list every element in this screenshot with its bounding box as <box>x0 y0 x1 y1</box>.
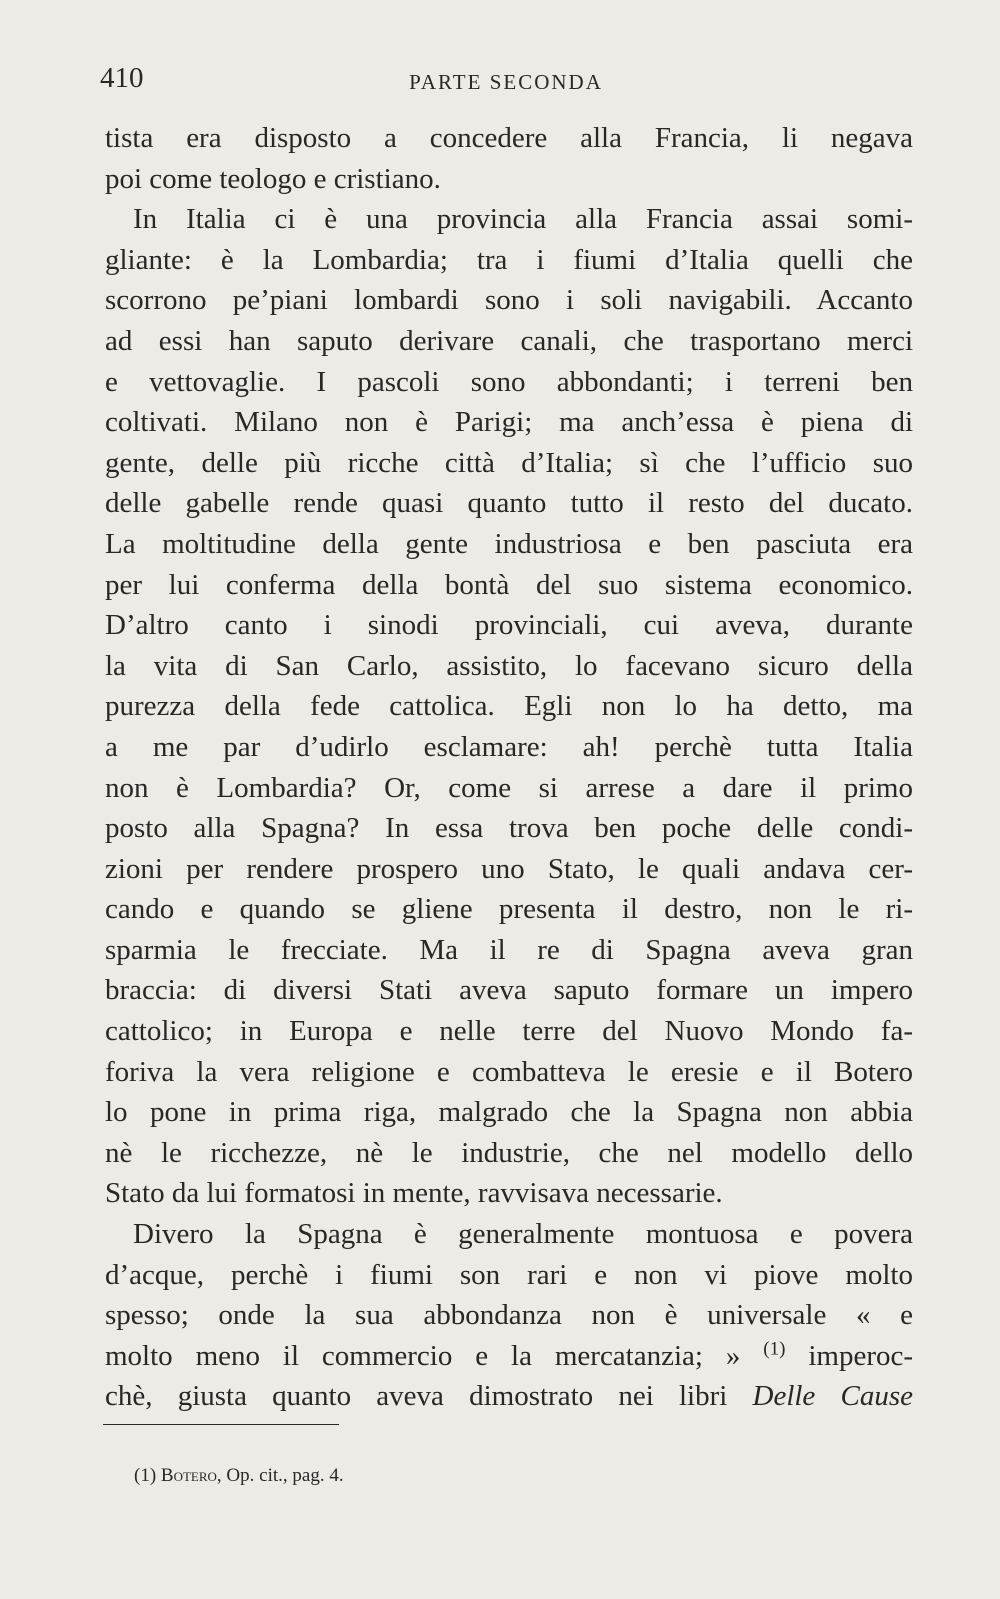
text-line: d’acque, perchè i fiumi son rari e non vi piove molto <box>105 1258 913 1291</box>
text-line: D’altro canto i sinodi provinciali, cui aveva, durante <box>105 609 913 642</box>
text-line: cando e quando se gliene presenta il destro, non le ri- <box>105 893 913 926</box>
text-line: foriva la vera religione e combatteva le eresie e il Botero <box>105 1055 913 1088</box>
footnote-rule <box>103 1424 339 1425</box>
text-line: zioni per rendere prospero uno Stato, le quali andava cer- <box>105 852 913 885</box>
text-line: cattolico; in Europa e nelle terre del Nuovo Mondo fa- <box>105 1015 913 1048</box>
text-line: ad essi han saputo derivare canali, che trasportano merci <box>105 324 913 357</box>
text-line: Divero la Spagna è generalmente montuosa e povera <box>133 1218 913 1251</box>
text-line: lo pone in prima riga, malgrado che la Spagna non abbia <box>105 1096 913 1129</box>
text-line: delle gabelle rende quasi quanto tutto il resto del ducato. <box>105 487 913 520</box>
text-line: e vettovaglie. I pascoli sono abbondanti; i terreni ben <box>105 365 913 398</box>
page-header <box>100 62 912 102</box>
text-line: poi come teologo e cristiano. <box>105 162 441 195</box>
text-line: La moltitudine della gente industriosa e ben pasciuta era <box>105 527 913 560</box>
text-line: gente, delle più ricche città d’Italia; sì che l’ufficio suo <box>105 446 913 479</box>
footnote-author: Botero, <box>160 1465 222 1486</box>
text-line-with-citation <box>105 1376 913 1417</box>
text-line: scorrono pe’piani lombardi sono i soli navigabili. Accanto <box>105 284 913 317</box>
text-line: braccia: di diversi Stati aveva saputo formare un impero <box>105 974 913 1007</box>
text-line: spesso; onde la sua abbondanza non è universale « e <box>105 1299 913 1332</box>
text-line-segment: chè, giusta quanto aveva dimostrato nei libri <box>105 1380 728 1413</box>
footnote-marker: (1) <box>134 1465 157 1486</box>
text-line: per lui conferma della bontà del suo sistema economico. <box>105 568 913 601</box>
text-line-with-footnote-ref <box>105 1336 913 1377</box>
text-line: la vita di San Carlo, assistito, lo facevano sicuro della <box>105 649 913 682</box>
text-line: tista era disposto a concedere alla Francia, li negava <box>105 122 913 154</box>
italic-title: Delle Cause <box>752 1380 913 1413</box>
text-line-segment: molto meno il commercio e la mercatanzia; » <box>105 1339 741 1372</box>
text-line: posto alla Spagna? In essa trova ben poche delle condi- <box>105 812 913 845</box>
text-line: coltivati. Milano non è Parigi; ma anch’essa è piena di <box>105 406 913 439</box>
footnote-reference[interactable]: (1) <box>763 1338 786 1360</box>
text-line-segment: imperoc- <box>808 1339 913 1372</box>
text-line: sparmia le frecciate. Ma il re di Spagna aveva gran <box>105 933 913 966</box>
footnote <box>134 1465 344 1487</box>
text-line: gliante: è la Lombardia; tra i fiumi d’Italia quelli che <box>105 243 913 276</box>
page-number: 410 <box>100 62 144 94</box>
body-text <box>105 118 913 1417</box>
text-line: a me par d’udirlo esclamare: ah! perchè tutta Italia <box>105 730 913 763</box>
text-line: non è Lombardia? Or, come si arrese a dare il primo <box>105 771 913 804</box>
text-line: nè le ricchezze, nè le industrie, che nel modello dello <box>105 1136 913 1169</box>
text-line: In Italia ci è una provincia alla Francia assai somi- <box>133 203 913 236</box>
footnote-text: Op. cit., pag. 4. <box>226 1465 344 1486</box>
text-line: purezza della fede cattolica. Egli non lo ha detto, ma <box>105 690 913 723</box>
running-head: PARTE SECONDA <box>409 70 603 94</box>
text-line: Stato da lui formatosi in mente, ravvisava necessarie. <box>105 1177 723 1210</box>
